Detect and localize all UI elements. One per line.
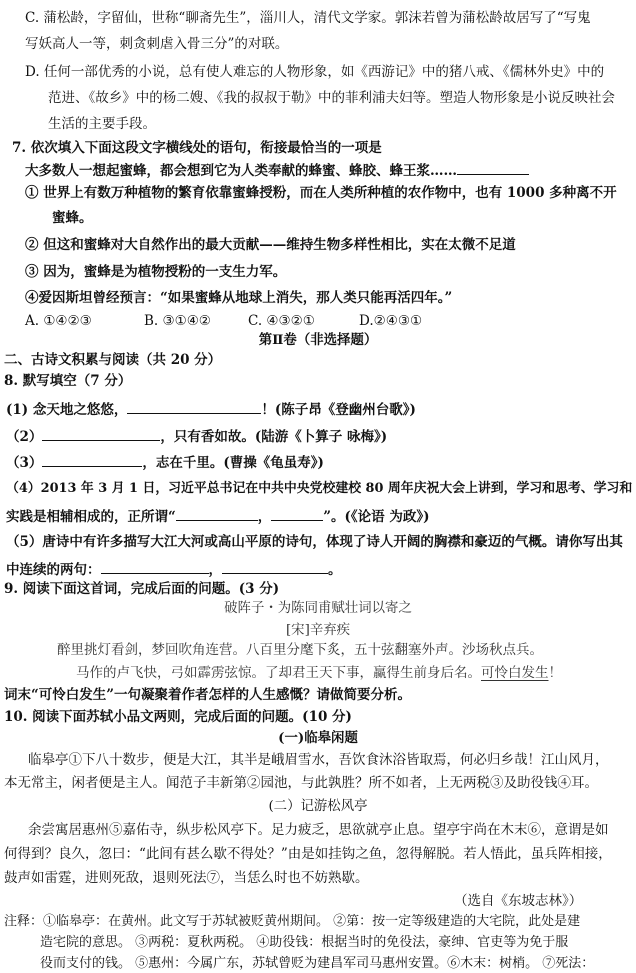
q8-item-1-suffix: ！(陈子昂《登幽州台歌》) xyxy=(261,402,416,418)
q8-item-3 xyxy=(6,452,324,472)
q9-poem-line2-text: 马作的卢飞快，弓如霹雳弦惊。了却君王天下事，赢得生前身后名。 xyxy=(76,665,481,681)
q8-item-4-sep: ， xyxy=(257,509,272,525)
q10-passage2-line2: 何得到？良久，忽曰：“此间有甚么歇不得处？”由是如挂钩之鱼，忽得解脱。若人悟此，虽兵阵相接， xyxy=(4,846,612,862)
volume2-title: 第Ⅱ卷（非选择题） xyxy=(258,332,378,348)
q9-poem-line1: 醉里挑灯看剑，梦回吹角连营。八百里分麾下炙，五十弦翻塞外声。沙场秋点兵。 xyxy=(57,642,543,658)
q8-item-4-line1: （4）2013 年 3 月 1 日，习近平总书记在中共中央党校建校 80 周年庆祝大会上讲到，学习和思考、学习和 xyxy=(6,481,633,496)
q10-passage2-line3: 鼓声如雷霆，进则死敌，退则死法⑦，当恁么时也不妨熟歇。 xyxy=(4,870,369,886)
q8-item-5-line2 xyxy=(6,559,342,579)
q8-item-5-suffix: 。 xyxy=(328,562,342,578)
q10-source: （选自《东坡志林》） xyxy=(454,893,583,909)
q7-sentence-1a: ① 世界上有数万种植物的繁育依靠蜜蜂授粉，而在人类所种植的农作物中，也有 1000 多种离不开 xyxy=(25,185,617,201)
q7-sentence-3: ③ 因为，蜜蜂是为植物授粉的一支生力军。 xyxy=(25,264,287,280)
q7-answer-blank[interactable] xyxy=(457,160,529,175)
q8-item-4-suffix: ”。(《论语 为政》) xyxy=(323,509,430,525)
q10-notes-line1: 注释：①临皋亭：在黄州。此文写于苏轼被贬黄州期间。 ②第：按一定等级建造的大宅院，此处是建 xyxy=(4,914,581,929)
q8-item-1-prefix: (1) 念天地之悠悠， xyxy=(6,402,128,418)
q7-option-b[interactable]: B. ③①④② xyxy=(144,313,211,329)
q8-item-3-blank[interactable] xyxy=(42,452,142,467)
q7-option-a[interactable]: A. ①④②③ xyxy=(25,313,92,329)
q8-item-5-blank-1[interactable] xyxy=(101,559,209,574)
q8-item-5-line1: （5）唐诗中有许多描写大江大河或高山平原的诗句，体现了诗人开阔的胸襟和豪迈的气概。请你写出其 xyxy=(6,534,623,550)
q10-passage2-line1: 余尝寓居惠州⑤嘉佑寺，纵步松风亭下。足力疲乏，思欲就亭止息。望亭宇尚在木末⑥，意谓是如 xyxy=(28,822,609,838)
q7-lead xyxy=(25,160,529,180)
q7-sentence-4: ④爱因斯坦曾经预言：“如果蜜蜂从地球上消失，那人类只能再活四年。” xyxy=(25,290,453,306)
q8-item-4-prefix: 实践是相辅相成的，正所谓“ xyxy=(6,509,176,525)
q6-option-c-line1: C. 蒲松龄，字留仙，世称“聊斋先生”，淄川人，清代文学家。郭沫若曾为蒲松龄故居写了“写鬼 xyxy=(25,10,591,26)
q9-poem-underlined-phrase: 可怜白发生 xyxy=(481,665,549,681)
q10-passage1-line2: 本无常主，闲者便是主人。闻范子丰新第②园池，与此孰胜？所不如者，上无两税③及助役钱④耳。 xyxy=(4,775,598,791)
q7-sentence-1b: 蜜蜂。 xyxy=(52,210,93,226)
q9-title: 9. 阅读下面这首词，完成后面的问题。(3 分) xyxy=(4,581,280,597)
q8-item-1-blank[interactable] xyxy=(127,399,261,414)
q9-poem-line2-end: ！ xyxy=(548,665,562,681)
q6-option-c-line2: 写妖高人一等，刺贪刺虐入骨三分”的对联。 xyxy=(25,36,289,52)
q8-item-2-blank[interactable] xyxy=(42,426,160,441)
q10-notes-line2: 造宅院的意思。 ③两税：夏秋两税。 ④助役钱：根据当时的免役法，豪绅、官吏等为免于服 xyxy=(40,935,569,950)
q10-passage2-title: (二）记游松风亭 xyxy=(268,799,368,814)
q9-poem-title: 破阵子・为陈同甫赋壮词以寄之 xyxy=(224,601,412,616)
q9-poem-author: [宋]辛弃疾 xyxy=(285,623,351,638)
q8-title: 8. 默写填空（7 分） xyxy=(4,373,132,389)
q7-lead-text: 大多数人一想起蜜蜂，都会想到它为人类奉献的蜂蜜、蜂胶、蜂王浆…… xyxy=(25,163,457,179)
q8-item-2-suffix: ，只有香如故。(陆游《卜算子 咏梅》) xyxy=(160,429,388,445)
q9-question: 词末“可怜白发生”一句凝聚着作者怎样的人生感慨？请做简要分析。 xyxy=(4,687,412,703)
q8-item-5-sep: ， xyxy=(208,562,222,578)
q8-item-3-prefix: （3） xyxy=(6,455,43,471)
q8-item-5-blank-2[interactable] xyxy=(222,559,328,574)
q6-option-d-line3: 生活的主要手段。 xyxy=(48,116,156,132)
q8-item-2 xyxy=(6,426,387,446)
q9-poem-line2 xyxy=(76,664,562,682)
q8-item-3-suffix: ，志在千里。(曹操《龟虽寿》) xyxy=(142,455,324,471)
q7-option-c[interactable]: C. ④③②① xyxy=(248,313,315,329)
q7-sentence-2: ② 但这和蜜蜂对大自然作出的最大贡献——维持生物多样性相比，实在太微不足道 xyxy=(25,237,516,253)
q8-item-1 xyxy=(6,399,416,419)
q6-option-d-line2: 范进、《故乡》中的杨二嫂、《我的叔叔于勒》中的菲利浦夫妇等。塑造人物形象是小说反映社会 xyxy=(48,90,615,106)
q7-option-d[interactable]: D.②④③① xyxy=(359,313,423,329)
q6-option-d-line1: D. 任何一部优秀的小说，总有使人难忘的人物形象，如《西游记》中的猪八戒、《儒林外史》中的 xyxy=(25,64,605,80)
q8-item-4-line2 xyxy=(6,506,430,526)
q10-notes-line3: 役而支付的钱。 ⑤惠州：今属广东，苏轼曾贬为建昌军司马惠州安置。⑥木末：树梢。 ⑦死法： xyxy=(40,956,595,971)
q8-item-4-blank-2[interactable] xyxy=(271,506,323,521)
q8-item-5-prefix: 中连续的两句： xyxy=(6,562,101,578)
q8-item-4-blank-1[interactable] xyxy=(176,506,258,521)
q10-title: 10. 阅读下面苏轼小品文两则，完成后面的问题。(10 分) xyxy=(4,709,352,725)
q7-stem: 7. 依次填入下面这段文字横线处的语句，衔接最恰当的一项是 xyxy=(12,140,382,156)
q10-passage1-line1: 临皋亭①下八十数步，便是大江，其半是峨眉雪水，吾饮食沐浴皆取焉，何必归乡哉！江山风月， xyxy=(28,752,609,768)
section2-title: 二、古诗文积累与阅读（共 20 分） xyxy=(4,352,222,368)
q8-item-2-prefix: （2） xyxy=(6,429,43,445)
q10-passage1-title: (一)临皋闲题 xyxy=(278,730,358,746)
